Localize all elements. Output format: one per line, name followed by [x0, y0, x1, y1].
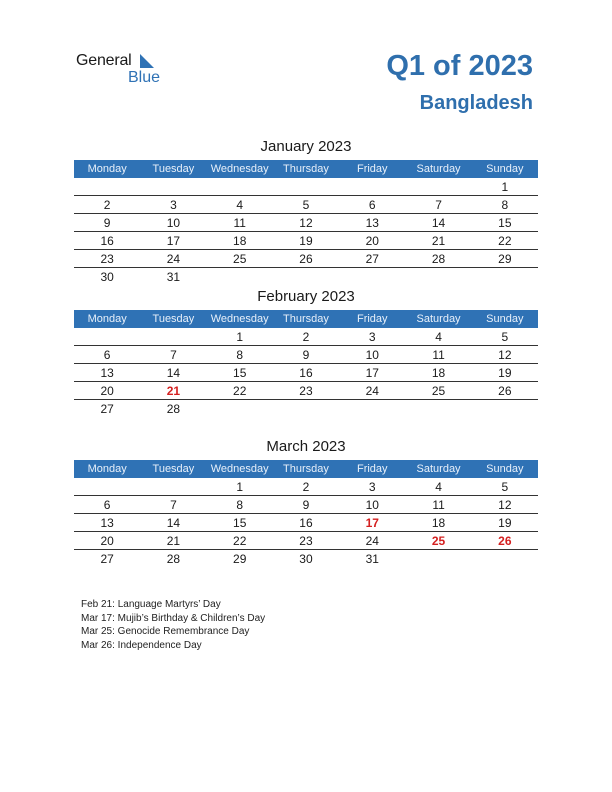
weekday-label: Monday	[87, 463, 127, 475]
week-row	[74, 328, 538, 346]
day-cell: 15	[498, 216, 512, 230]
week-row	[74, 514, 538, 532]
day-cell: 20	[365, 234, 379, 248]
day-cell: 25	[233, 252, 247, 266]
day-cell	[74, 328, 140, 345]
day-cell: 28	[166, 402, 181, 416]
weekday-label: Wednesday	[210, 463, 269, 475]
day-cell: 19	[498, 516, 512, 530]
week-row	[74, 400, 538, 417]
day-cell: 23	[299, 534, 313, 548]
day-cell: 21	[166, 534, 181, 548]
day-cell: 10	[166, 216, 181, 230]
day-cell: 6	[368, 198, 376, 212]
week-row	[74, 382, 538, 400]
day-cell	[207, 268, 273, 285]
day-cell: 4	[435, 330, 442, 344]
week-row	[74, 250, 538, 268]
week-row	[74, 532, 538, 550]
day-cell: 12	[498, 498, 512, 512]
day-cell: 25	[431, 534, 446, 548]
day-cell: 16	[299, 516, 313, 530]
month-title: February 2023	[257, 288, 355, 305]
day-cell: 9	[302, 348, 310, 362]
day-cell: 26	[299, 252, 313, 266]
page-title: Q1 of 2023	[386, 50, 533, 82]
day-cell: 7	[170, 348, 177, 362]
day-cell	[339, 268, 405, 285]
brand-logo	[76, 52, 161, 86]
day-cell	[140, 178, 206, 195]
day-cell: 10	[365, 348, 379, 362]
day-cell: 2	[103, 198, 111, 212]
day-cell	[472, 400, 538, 417]
day-cell: 20	[100, 384, 114, 398]
day-cell: 1	[236, 330, 244, 344]
day-cell: 28	[431, 252, 446, 266]
day-cell: 11	[233, 216, 246, 230]
day-cell: 5	[501, 480, 509, 494]
day-cell: 3	[170, 198, 177, 212]
day-cell: 18	[233, 234, 247, 248]
day-cell: 30	[299, 552, 313, 566]
day-cell: 2	[302, 480, 310, 494]
weekday-header	[74, 160, 538, 178]
week-row	[74, 178, 538, 196]
holiday-note: Mar 25: Genocide Remembrance Day	[81, 626, 250, 637]
week-row	[74, 496, 538, 514]
day-cell	[140, 328, 206, 345]
weekday-label: Sunday	[486, 313, 524, 325]
weekday-label: Friday	[356, 463, 388, 475]
day-cell: 6	[103, 498, 111, 512]
day-cell	[74, 178, 140, 195]
day-cell: 12	[299, 216, 313, 230]
day-cell: 28	[166, 552, 181, 566]
day-cell: 27	[100, 402, 114, 416]
day-cell: 7	[170, 498, 177, 512]
week-row	[74, 550, 538, 567]
day-cell: 14	[166, 366, 181, 380]
day-cell: 14	[431, 216, 446, 230]
day-cell: 12	[498, 348, 512, 362]
day-cell: 24	[365, 534, 379, 548]
weekday-label: Tuesday	[152, 463, 195, 475]
week-row	[74, 478, 538, 496]
day-cell: 5	[302, 198, 310, 212]
month-march	[74, 438, 538, 567]
day-cell: 8	[501, 198, 509, 212]
day-cell: 27	[365, 252, 379, 266]
logo-word-blue: Blue	[128, 69, 161, 86]
day-cell: 19	[498, 366, 512, 380]
holiday-note: Mar 17: Mujib’s Birthday & Children’s Day	[81, 612, 266, 624]
day-cell: 24	[365, 384, 379, 398]
week-row	[74, 346, 538, 364]
holiday-note: Feb 21: Language Martyrs’ Day	[81, 599, 221, 610]
weekday-label: Tuesday	[152, 163, 195, 175]
day-cell: 31	[166, 270, 181, 284]
weekday-label: Saturday	[416, 163, 461, 175]
day-cell: 17	[365, 516, 379, 530]
day-cell: 11	[432, 498, 445, 512]
day-cell	[405, 268, 471, 285]
holiday-notes	[81, 598, 265, 652]
day-cell	[207, 400, 273, 417]
month-january	[74, 138, 538, 285]
week-row	[74, 268, 538, 285]
day-cell: 19	[299, 234, 313, 248]
day-cell: 21	[166, 384, 181, 398]
week-row	[74, 214, 538, 232]
day-cell: 13	[100, 366, 114, 380]
week-row	[74, 232, 538, 250]
day-cell: 13	[100, 516, 114, 530]
day-cell: 9	[302, 498, 310, 512]
day-cell: 6	[103, 348, 111, 362]
weekday-label: Thursday	[283, 463, 329, 475]
day-cell: 4	[236, 198, 244, 212]
week-row	[74, 364, 538, 382]
day-cell: 3	[368, 480, 376, 494]
weekday-label: Sunday	[486, 163, 524, 175]
weekday-label: Sunday	[486, 463, 524, 475]
week-row	[74, 196, 538, 214]
day-cell: 22	[498, 234, 512, 248]
day-cell: 16	[100, 234, 114, 248]
day-cell: 17	[365, 366, 379, 380]
day-cell	[207, 178, 273, 195]
day-cell: 31	[365, 552, 379, 566]
day-cell: 24	[166, 252, 181, 266]
day-cell	[273, 400, 339, 417]
day-cell: 1	[236, 480, 244, 494]
day-cell	[405, 400, 471, 417]
weekday-label: Saturday	[416, 313, 461, 325]
day-cell: 7	[435, 198, 442, 212]
day-cell: 15	[233, 366, 247, 380]
day-cell: 9	[103, 216, 111, 230]
day-cell: 4	[435, 480, 442, 494]
day-cell: 26	[498, 384, 512, 398]
day-cell: 14	[166, 516, 181, 530]
day-cell	[339, 178, 405, 195]
day-cell: 13	[365, 216, 379, 230]
day-cell	[472, 268, 538, 285]
day-cell: 27	[100, 552, 114, 566]
weekday-label: Saturday	[416, 463, 461, 475]
day-cell: 2	[302, 330, 310, 344]
weekday-label: Friday	[356, 163, 388, 175]
date-grid	[74, 328, 538, 417]
day-cell: 23	[100, 252, 114, 266]
country-name: Bangladesh	[419, 92, 533, 114]
weekday-label: Monday	[87, 163, 127, 175]
day-cell	[273, 178, 339, 195]
day-cell	[405, 550, 471, 567]
day-cell: 29	[498, 252, 512, 266]
logo-flag-icon	[140, 54, 154, 68]
weekday-label: Wednesday	[210, 313, 269, 325]
day-cell: 20	[100, 534, 114, 548]
day-cell	[273, 268, 339, 285]
day-cell	[339, 400, 405, 417]
day-cell: 18	[431, 366, 446, 380]
weekday-header	[74, 310, 538, 328]
day-cell	[140, 478, 206, 495]
day-cell: 17	[166, 234, 181, 248]
weekday-header	[74, 460, 538, 478]
day-cell: 18	[431, 516, 446, 530]
month-title: January 2023	[260, 138, 352, 155]
day-cell: 5	[501, 330, 509, 344]
day-cell: 25	[431, 384, 446, 398]
day-cell: 21	[431, 234, 446, 248]
weekday-label: Thursday	[283, 163, 329, 175]
day-cell	[472, 550, 538, 567]
weekday-label: Friday	[356, 313, 388, 325]
day-cell	[74, 478, 140, 495]
day-cell: 29	[233, 552, 247, 566]
weekday-label: Thursday	[283, 313, 329, 325]
weekday-label: Monday	[87, 313, 127, 325]
date-grid	[74, 178, 538, 285]
day-cell: 16	[299, 366, 313, 380]
logo-word-general: General	[76, 52, 132, 69]
day-cell: 15	[233, 516, 247, 530]
weekday-label: Wednesday	[210, 163, 269, 175]
day-cell: 10	[365, 498, 379, 512]
day-cell: 22	[233, 534, 247, 548]
day-cell	[405, 178, 471, 195]
day-cell: 30	[100, 270, 114, 284]
day-cell: 1	[501, 180, 509, 194]
date-grid	[74, 478, 538, 567]
day-cell: 11	[432, 348, 445, 362]
day-cell: 3	[368, 330, 376, 344]
day-cell: 22	[233, 384, 247, 398]
day-cell: 8	[236, 348, 244, 362]
month-title: March 2023	[266, 438, 346, 455]
day-cell: 8	[236, 498, 244, 512]
weekday-label: Tuesday	[152, 313, 195, 325]
day-cell: 26	[498, 534, 512, 548]
month-february	[74, 288, 538, 417]
day-cell: 23	[299, 384, 313, 398]
holiday-note: Mar 26: Independence Day	[81, 639, 202, 651]
